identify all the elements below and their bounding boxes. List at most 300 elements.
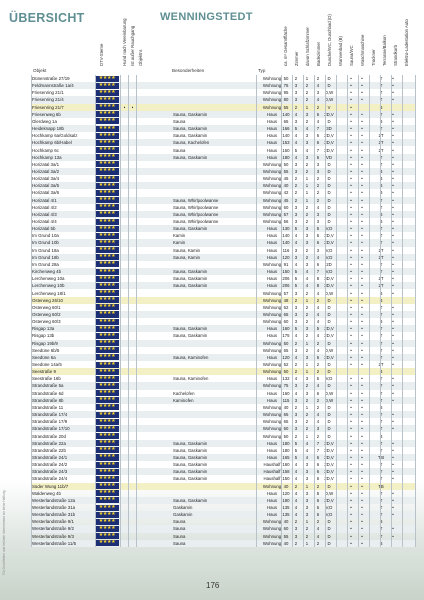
row-cell: 2 — [316, 433, 320, 439]
row-cell: • — [361, 319, 363, 325]
row-cell: 75 — [283, 83, 289, 89]
row-cell: 116 — [282, 247, 290, 253]
row-cell: 135 — [282, 505, 290, 510]
row-cell: 3 — [294, 311, 298, 317]
row-cell: 2 — [316, 176, 320, 182]
row-objekt: Horizatal 3a/6 — [32, 190, 60, 196]
row-objekt: Strandstraße 24/3 — [32, 469, 68, 475]
row-cell: • — [350, 519, 352, 525]
row-cell: • — [350, 261, 352, 267]
row-cell: 56 — [283, 219, 289, 224]
row-cell: Haus — [266, 133, 278, 139]
row-cell: • — [350, 419, 352, 425]
row-cell: 1 — [305, 104, 309, 110]
row-cell: • — [361, 354, 363, 360]
row-cell: • — [361, 269, 363, 275]
row-cell: • — [392, 340, 394, 346]
row-cell: 3 — [305, 240, 309, 246]
row-cell: • — [350, 505, 352, 510]
row-cell: 180 — [282, 497, 290, 503]
row-objekt: Hochkamp 13a — [32, 154, 62, 160]
row-cell: 180 — [282, 154, 290, 160]
row-cell: T — [379, 154, 383, 160]
row-cell: • — [392, 304, 394, 310]
row-cell: 2 — [316, 340, 320, 346]
col-head-eauto: Elektro-Ladestation Auto — [404, 19, 409, 66]
row-cell: • — [350, 254, 352, 260]
row-cell: 3 — [294, 290, 298, 296]
row-cell: T — [379, 97, 383, 103]
row-cell: 4 — [316, 311, 320, 317]
row-cell: 62 — [283, 304, 289, 310]
row-cell: Kaminofen — [173, 397, 194, 403]
row-cell: Sauna — [173, 519, 186, 525]
row-cell: 2 — [316, 362, 320, 367]
star-rating: ★★★★ — [95, 326, 119, 332]
row-cell: Sauna, Whirlpoolwanne — [173, 211, 219, 217]
row-cell: D — [327, 219, 331, 224]
row-cell: Sauna, Gaskamin — [173, 440, 208, 446]
row-cell: 3 — [294, 412, 298, 418]
row-cell: 2 — [316, 397, 320, 403]
row-cell: D — [327, 168, 331, 174]
star-rating: ★★★★ — [95, 311, 119, 317]
row-objekt: Seestraße 9 — [32, 369, 56, 375]
row-cell: 50 — [283, 369, 289, 375]
row-cell: T — [379, 490, 383, 496]
row-cell: TB — [378, 483, 384, 489]
row-objekt: Horizatal 4/1 — [32, 197, 57, 203]
row-cell: • — [361, 211, 363, 217]
row-objekt: Osterweg 60/2 — [32, 311, 61, 317]
row-cell: • — [361, 183, 363, 189]
row-cell: • — [361, 533, 363, 539]
grid-vline — [325, 75, 326, 547]
col-head-waschmaschine: Waschmaschine — [360, 34, 365, 66]
row-cell: • — [350, 161, 352, 167]
row-cell: • — [361, 176, 363, 182]
col-label-objekt: Objekt — [33, 68, 47, 73]
star-rating: ★★★★ — [95, 462, 119, 468]
row-cell: Wohnung — [262, 419, 282, 425]
row-cell: 2 — [305, 83, 309, 89]
row-cell: • — [350, 476, 352, 482]
row-cell: 2 — [316, 404, 320, 410]
row-cell: 5 — [294, 440, 298, 446]
row-cell: 40 — [283, 404, 289, 410]
row-cell: 4 — [294, 390, 298, 396]
row-cell: B — [379, 183, 383, 189]
row-cell: 6 — [316, 154, 320, 160]
row-cell: 50 — [283, 433, 289, 439]
row-objekt: Horizatal 3a/5 — [32, 183, 60, 189]
star-rating: ★★★★ — [95, 154, 119, 160]
row-cell: B — [379, 297, 383, 303]
row-cell: 65 — [283, 419, 289, 425]
row-cell: D,W — [324, 97, 334, 103]
row-cell: • — [392, 197, 394, 203]
row-objekt: Heideknapp 18b — [32, 126, 64, 132]
row-cell: 120 — [282, 354, 290, 360]
row-cell: • — [392, 512, 394, 518]
row-cell: 60 — [283, 319, 289, 325]
row-cell: • — [361, 440, 363, 446]
star-rating: ★★★★ — [95, 369, 119, 375]
row-cell: • — [361, 497, 363, 503]
row-cell: D — [327, 483, 331, 489]
row-objekt: Strandstraße 5a — [32, 383, 64, 389]
row-cell: 140 — [282, 233, 290, 239]
star-rating: ★★★★ — [95, 183, 119, 189]
row-cell: • — [392, 233, 394, 239]
row-cell: • — [361, 111, 363, 117]
row-cell: • — [361, 447, 363, 453]
row-cell: • — [361, 404, 363, 410]
row-cell: 6 — [316, 111, 320, 117]
row-cell: Sauna, Gaskamin — [173, 333, 208, 339]
row-cell: T — [379, 526, 383, 532]
row-cell: 4 — [305, 440, 309, 446]
row-objekt: Osterweg 60/3 — [32, 319, 61, 325]
star-rating: ★★★★ — [95, 83, 119, 89]
star-rating: ★★★★ — [95, 118, 119, 124]
row-cell: 2 — [305, 426, 309, 432]
row-cell: • — [361, 118, 363, 124]
row-cell: 55 — [283, 104, 289, 110]
col-head-objektnr: Objektnr. — [138, 48, 143, 66]
row-cell: • — [392, 126, 394, 132]
row-cell: 2 — [316, 483, 320, 489]
row-cell: • — [350, 412, 352, 418]
row-cell: 1 — [305, 183, 309, 189]
row-cell: • — [392, 333, 394, 339]
row-cell: • — [361, 133, 363, 139]
row-cell: 2D,V — [324, 476, 334, 482]
row-cell: Wohnung — [262, 83, 282, 89]
row-cell: 3 — [305, 354, 309, 360]
row-objekt: Risgap 13b — [32, 333, 55, 339]
row-cell: 7 — [316, 147, 320, 153]
row-cell: • — [350, 247, 352, 253]
row-objekt: Horizatal 5b — [32, 226, 56, 232]
row-cell: • — [392, 154, 394, 160]
row-cell: 2T — [378, 283, 384, 289]
row-cell: 2 — [305, 419, 309, 425]
row-cell: • — [392, 362, 394, 367]
row-cell: 2 — [305, 526, 309, 532]
row-objekt: Horizatal 4/2 — [32, 204, 57, 210]
row-cell: 3 — [294, 204, 298, 210]
row-cell: • — [361, 362, 363, 367]
row-cell: 50 — [283, 161, 289, 167]
row-cell: 3 — [294, 211, 298, 217]
star-rating: ★★★★ — [95, 383, 119, 389]
row-cell: 3 — [305, 376, 309, 382]
star-rating: ★★★★ — [95, 197, 119, 203]
row-cell: 65 — [283, 347, 289, 353]
row-cell: T — [379, 261, 383, 267]
row-cell: 8 — [316, 283, 320, 289]
grid-vline — [391, 75, 392, 547]
row-cell: Wohnung — [262, 404, 282, 410]
row-cell: Haus — [266, 240, 278, 246]
row-cell: 2 — [305, 90, 309, 96]
row-cell: 57 — [283, 290, 289, 296]
row-objekt: Lerchenweg 10b — [32, 283, 65, 289]
row-cell: 1 — [305, 340, 309, 346]
row-cell: • — [392, 183, 394, 189]
row-cell: • — [350, 118, 352, 124]
row-cell: • — [392, 469, 394, 475]
star-rating: ★★★★ — [95, 454, 119, 460]
row-cell: T — [379, 226, 383, 232]
row-cell: Sauna, Whirlpoolwanne — [173, 204, 219, 210]
row-cell: Haushalf — [263, 476, 281, 482]
row-cell: D — [327, 369, 331, 375]
row-cell: Wohnung — [262, 290, 282, 296]
row-cell: • — [123, 104, 126, 110]
row-cell: • — [392, 269, 394, 275]
row-cell: • — [361, 204, 363, 210]
row-cell: • — [350, 104, 352, 110]
row-cell: 2 — [294, 519, 298, 525]
row-cell: 65 — [283, 118, 289, 124]
row-cell: Haus — [266, 490, 278, 496]
row-cell: 1 — [305, 540, 309, 546]
row-cell: 2T — [378, 362, 384, 367]
row-cell: • — [392, 505, 394, 510]
row-cell: 2 — [305, 247, 309, 253]
row-cell: • — [392, 283, 394, 289]
star-rating: ★★★★ — [95, 362, 119, 368]
row-cell: D,W — [324, 290, 334, 296]
row-cell: 2T — [378, 276, 384, 282]
row-cell: 6 — [316, 462, 320, 468]
row-cell: 180 — [282, 447, 290, 453]
row-cell: 40 — [283, 483, 289, 489]
row-cell: 2 — [294, 483, 298, 489]
star-rating: ★★★★ — [95, 426, 119, 432]
star-rating: ★★★★ — [95, 233, 119, 239]
row-cell: 7 — [316, 447, 320, 453]
row-objekt: Horizatal 3a/1 — [32, 161, 60, 167]
row-cell: T — [379, 376, 383, 382]
row-cell: • — [350, 454, 352, 460]
row-cell: T — [379, 204, 383, 210]
row-objekt: Westerlandstraße 9/1 — [32, 519, 74, 525]
grid-vline — [292, 75, 293, 547]
row-cell: • — [350, 76, 352, 81]
row-cell: 4 — [316, 347, 320, 353]
row-cell: Wohnung — [262, 304, 282, 310]
star-rating: ★★★★ — [95, 254, 119, 260]
row-objekt: Strandstraße 24/1 — [32, 454, 68, 460]
row-cell: Sauna, Whirlpoolwanne — [173, 197, 219, 203]
row-cell: 3 — [316, 219, 320, 224]
row-cell: D — [327, 211, 331, 217]
row-cell: Haus — [266, 283, 278, 289]
row-cell: T — [379, 233, 383, 239]
row-cell: • — [350, 233, 352, 239]
row-cell: • — [361, 390, 363, 396]
row-cell: Wohnung — [262, 211, 282, 217]
row-cell: Haus — [266, 454, 278, 460]
row-cell: 140 — [282, 133, 290, 139]
row-cell: 4 — [294, 505, 298, 510]
row-objekt: Westerlandstraße 31a — [32, 505, 76, 510]
row-cell: • — [361, 397, 363, 403]
row-cell: T — [379, 426, 383, 432]
row-objekt: Hochkamp 6a/Goldsalz — [32, 133, 78, 139]
star-rating: ★★★★ — [95, 354, 119, 360]
row-cell: 2D — [326, 261, 332, 267]
row-cell: Haus — [266, 333, 278, 339]
row-cell: Sauna, Gaskamin — [173, 326, 208, 332]
row-cell: • — [392, 83, 394, 89]
row-cell: 3 — [305, 490, 309, 496]
row-cell: Sauna, Gaskamin — [173, 462, 208, 468]
row-cell: • — [350, 140, 352, 146]
row-cell: 7 — [316, 440, 320, 446]
row-cell: T — [379, 197, 383, 203]
row-cell: 45 — [283, 197, 289, 203]
row-cell: • — [361, 462, 363, 468]
row-cell: Haus — [266, 505, 278, 510]
row-cell: 5 — [294, 147, 298, 153]
row-cell: 2D,V — [324, 447, 334, 453]
row-cell: 4 — [294, 354, 298, 360]
star-rating: ★★★★ — [95, 512, 119, 518]
row-cell: • — [361, 97, 363, 103]
row-cell: • — [350, 469, 352, 475]
grid-vline — [402, 75, 403, 547]
row-cell: Wohnung — [262, 526, 282, 532]
row-cell: 60 — [283, 526, 289, 532]
row-cell: T — [379, 340, 383, 346]
row-cell: D — [327, 519, 331, 525]
col-head-dusche: Dusche/WC, Duschbad (D) — [327, 14, 332, 66]
row-objekt: Strandstraße 22b — [32, 447, 66, 453]
row-cell: • — [392, 111, 394, 117]
row-cell: Sauna, Gaskamin — [173, 133, 208, 139]
row-cell: Wohnung — [262, 297, 282, 303]
col-head-qm: ca. m² Gesamtfläche — [283, 26, 288, 66]
row-cell: 4 — [294, 240, 298, 246]
row-cell: • — [350, 211, 352, 217]
row-cell: D — [327, 319, 331, 325]
row-cell: 2 — [305, 397, 309, 403]
row-cell: 140 — [282, 111, 290, 117]
row-cell: T — [379, 447, 383, 453]
row-cell: B — [379, 540, 383, 546]
row-cell: • — [392, 454, 394, 460]
star-rating: ★★★★ — [95, 226, 119, 232]
row-cell: • — [361, 340, 363, 346]
row-cell: Wohnung — [262, 540, 282, 546]
row-cell: • — [392, 497, 394, 503]
row-cell: • — [392, 90, 394, 96]
row-cell: • — [350, 383, 352, 389]
star-rating: ★★★★ — [95, 147, 119, 153]
star-rating: ★★★★ — [95, 97, 119, 103]
row-cell: 57 — [283, 211, 289, 217]
row-cell: 4 — [305, 276, 309, 282]
grid-vline — [314, 75, 315, 547]
row-cell: 3 — [294, 168, 298, 174]
row-cell: D — [327, 183, 331, 189]
row-cell: Sauna, Gaskamin — [173, 497, 208, 503]
row-cell: 4 — [305, 269, 309, 275]
row-cell: 4 — [316, 412, 320, 418]
row-objekt: Westerlandstraße 11/5 — [32, 540, 77, 546]
row-objekt: Strandstraße 11 — [32, 404, 64, 410]
row-cell: 2 — [316, 369, 320, 375]
row-cell: 2 — [316, 76, 320, 81]
row-objekt: Horizatal 3a/4 — [32, 176, 60, 182]
row-cell: Sauna, Gaskamin — [173, 269, 208, 275]
row-cell: D — [327, 190, 331, 196]
row-cell: 2 — [294, 362, 298, 367]
row-cell: 5 — [316, 326, 320, 332]
row-objekt: Osterweg 60/1 — [32, 304, 61, 310]
row-cell: T — [379, 533, 383, 539]
row-cell: 4 — [294, 333, 298, 339]
row-objekt: Strandstraße 20d — [32, 433, 66, 439]
row-cell: 3 — [305, 476, 309, 482]
row-objekt: Friesenring 21/7 — [32, 104, 64, 110]
row-cell: • — [350, 297, 352, 303]
row-cell: • — [350, 197, 352, 203]
row-cell: • — [392, 311, 394, 317]
row-objekt: Strandstraße 24/4 — [32, 476, 68, 482]
header-title-left: ÜBERSICHT — [9, 11, 85, 25]
col-head-zimmer: Zimmer — [294, 51, 299, 66]
row-cell: 75 — [283, 383, 289, 389]
row-cell: B — [379, 404, 383, 410]
row-cell: • — [350, 283, 352, 289]
row-cell: • — [350, 226, 352, 232]
row-cell: 91 — [283, 261, 289, 267]
star-rating: ★★★★ — [95, 333, 119, 339]
grid-vline — [347, 75, 348, 547]
row-cell: 4 — [305, 126, 309, 132]
row-cell: 3 — [305, 226, 309, 232]
row-cell: B — [379, 168, 383, 174]
row-cell: 2T — [378, 247, 384, 253]
row-objekt: Seedüne 6a — [32, 354, 56, 360]
row-cell: 4 — [305, 283, 309, 289]
row-cell: 2 — [305, 383, 309, 389]
grid-vline — [31, 75, 32, 547]
row-cell: • — [350, 290, 352, 296]
row-cell: 65 — [283, 311, 289, 317]
star-rating: ★★★★ — [95, 283, 119, 289]
row-cell: 2T — [378, 147, 384, 153]
star-rating: ★★★★ — [95, 440, 119, 446]
row-cell: 1 — [305, 404, 309, 410]
row-cell: 3 — [316, 161, 320, 167]
row-cell: T — [379, 469, 383, 475]
col-head-sauna: Sauna/WC — [349, 45, 354, 66]
row-cell: B — [379, 319, 383, 325]
row-cell: 165 — [282, 454, 290, 460]
row-cell: 120 — [282, 254, 290, 260]
row-cell: 2 — [305, 311, 309, 317]
row-cell: Wohnung — [262, 340, 282, 346]
star-rating: ★★★★ — [95, 490, 119, 496]
star-rating: ★★★★ — [95, 219, 119, 225]
row-cell: • — [392, 347, 394, 353]
